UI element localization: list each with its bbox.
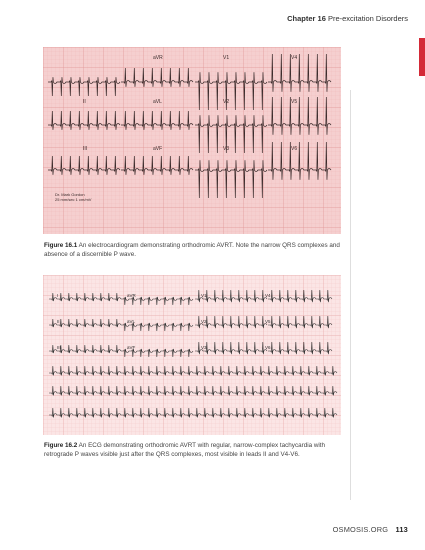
lead-label: V5 <box>291 99 298 105</box>
figure-label: Figure 16.1 <box>44 242 78 249</box>
lead-label: aVR <box>153 55 163 61</box>
figure-16-2-ecg <box>43 275 341 435</box>
figure-16-1-caption <box>44 242 340 259</box>
figure-caption-text: An electrocardiogram demonstrating orthodromic AVRT. Note the narrow QRS complexes and absence of a discernible P wave. <box>44 242 340 258</box>
lead-label: III <box>83 146 88 152</box>
lead-label: V3 <box>223 146 230 152</box>
page-footer <box>333 525 408 534</box>
figure-16-2-caption <box>44 442 340 459</box>
lead-label: III <box>57 345 61 350</box>
lead-label: V5 <box>265 319 271 324</box>
page-number: 113 <box>395 525 408 534</box>
lead-label: V1 <box>223 55 230 61</box>
lead-label: V2 <box>201 319 207 324</box>
lead-label: aVF <box>153 146 163 152</box>
lead-label: II <box>83 99 86 105</box>
chapter-title: Pre-excitation Disorders <box>327 14 408 23</box>
lead-label: aVL <box>153 99 162 105</box>
lead-label: aVL <box>127 319 136 324</box>
lead-label: I <box>57 293 59 298</box>
lead-label: V6 <box>291 146 298 152</box>
lead-label: V1 <box>201 293 207 298</box>
ecg-stamp-line2: 25 mm/sec 1 cm/mV <box>55 197 92 202</box>
lead-label: V2 <box>223 99 230 105</box>
lead-label: II <box>57 319 60 324</box>
chapter-number: Chapter 16 <box>287 14 326 23</box>
lead-label: V3 <box>201 345 207 350</box>
figure-16-1-ecg <box>43 47 341 234</box>
chapter-tab-marker <box>419 38 425 76</box>
lead-label: aVF <box>127 345 136 350</box>
ecg-stamp-line1: Dr. Mark Gordon <box>55 192 85 197</box>
lead-label: V4 <box>265 293 271 298</box>
lead-label: aVR <box>127 293 136 298</box>
running-header <box>287 14 408 23</box>
lead-label: V6 <box>265 345 271 350</box>
figure-label: Figure 16.2 <box>44 442 78 449</box>
lead-label: V4 <box>291 55 298 61</box>
site-name: OSMOSIS.ORG <box>332 525 389 534</box>
column-divider <box>350 90 351 500</box>
figure-caption-text: An ECG demonstrating orthodromic AVRT with regular, narrow-complex tachycardia with retrograde P waves visible just after the QRS complexes, most visible in leads II and V4-V6. <box>44 442 326 458</box>
